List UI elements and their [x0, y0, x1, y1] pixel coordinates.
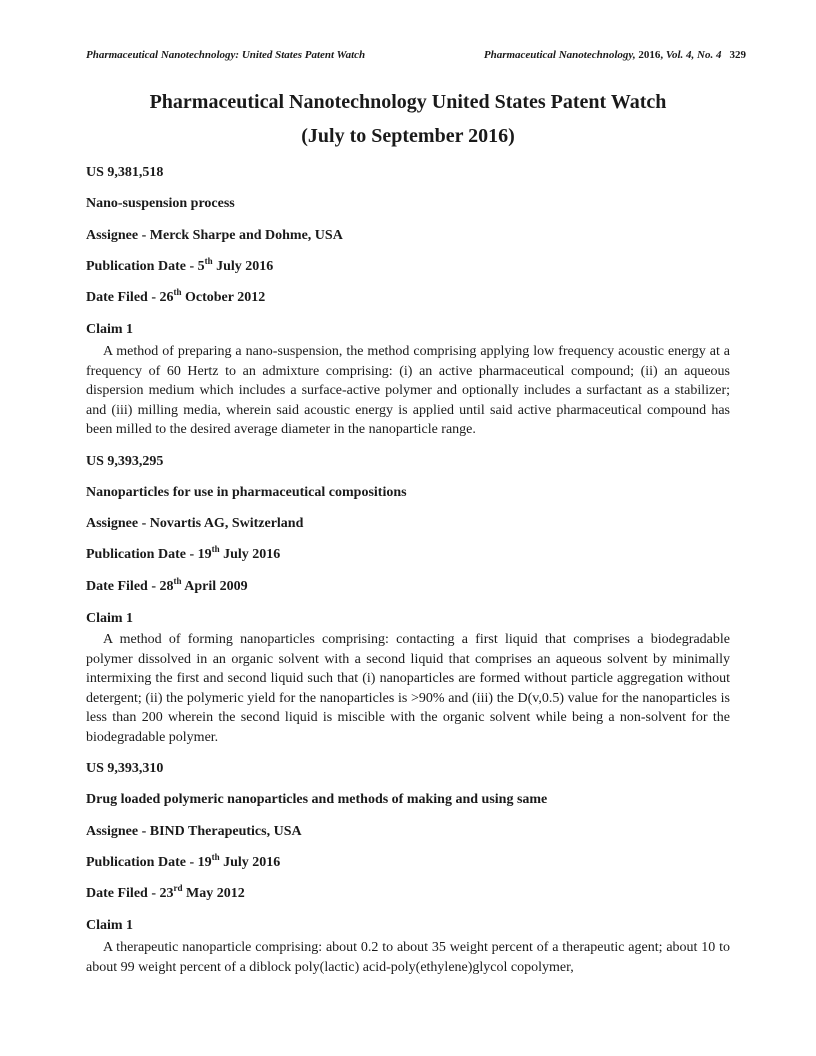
publication-date: Publication Date - 19th July 2016: [86, 852, 281, 870]
patent-number: US 9,393,310: [86, 761, 164, 776]
publication-date: Publication Date - 5th July 2016: [86, 256, 274, 274]
journal-volume: Vol. 4, No. 4: [665, 49, 722, 61]
journal-year: 2016,: [638, 49, 664, 61]
claim-text: A therapeutic nanoparticle comprising: about 0.2 to about 35 weight percent of a therapeutic agent; about 10 to about 99 weight percent of a diblock poly(lactic) acid-poly(ethylene)glycol copolymer,: [86, 940, 730, 975]
patent-number: US 9,381,518: [86, 165, 164, 180]
patent-assignee: Assignee - Novartis AG, Switzerland: [86, 516, 304, 531]
claim-label: Claim 1: [86, 322, 134, 337]
patent-title: Nanoparticles for use in pharmaceutical compositions: [86, 485, 407, 500]
page-number: 329: [729, 49, 746, 61]
patent-title: Drug loaded polymeric nanoparticles and methods of making and using same: [86, 792, 548, 807]
date-filed: Date Filed - 26th October 2012: [86, 287, 266, 305]
running-header-left: Pharmaceutical Nanotechnology: United States Patent Watch: [86, 49, 366, 61]
patent-title: Nano-suspension process: [86, 196, 235, 211]
page-title: Pharmaceutical Nanotechnology United States Patent Watch: [149, 91, 667, 113]
claim-text: A method of preparing a nano-suspension, the method comprising applying low frequency acoustic energy at a frequency of 60 Hertz to an admixture comprising: (i) an active pharmaceutical compound; (ii) an aqueous dispersion medium which includes a surface-active polymer and optionally includes a surfactant as a stabilizer; and (iii) milling media, wherein said acoustic energy is applied until said active pharmaceutical compound has been milled to the desired average diameter in the nanoparticle range.: [86, 344, 730, 437]
date-filed: Date Filed - 28th April 2009: [86, 576, 248, 594]
journal-name: Pharmaceutical Nanotechnology,: [483, 49, 636, 61]
date-filed: Date Filed - 23rd May 2012: [86, 883, 245, 901]
patent-assignee: Assignee - Merck Sharpe and Dohme, USA: [86, 228, 343, 243]
running-header-right: [484, 49, 746, 61]
claim-label: Claim 1: [86, 918, 134, 933]
page-subtitle: (July to September 2016): [301, 125, 515, 147]
claim-label: Claim 1: [86, 611, 134, 626]
claim-text: A method of forming nanoparticles comprising: contacting a first liquid that comprises a biodegradable polymer dissolved in an organic solvent with a second liquid that comprises an aqueous solvent by minimally intermixing the first and second liquid such that (i) nanoparticles are formed without particle aggregation without detergent; (ii) the polymeric yield for the nanoparticles is >90% and (iii) the D(v,0.5) value for the nanoparticles is less than 200 wherein the second liquid is miscible with the organic solvent while being a non-solvent for the biodegradable polymer.: [86, 632, 730, 745]
patent-assignee: Assignee - BIND Therapeutics, USA: [86, 824, 302, 839]
patent-number: US 9,393,295: [86, 454, 164, 469]
publication-date: Publication Date - 19th July 2016: [86, 544, 281, 562]
